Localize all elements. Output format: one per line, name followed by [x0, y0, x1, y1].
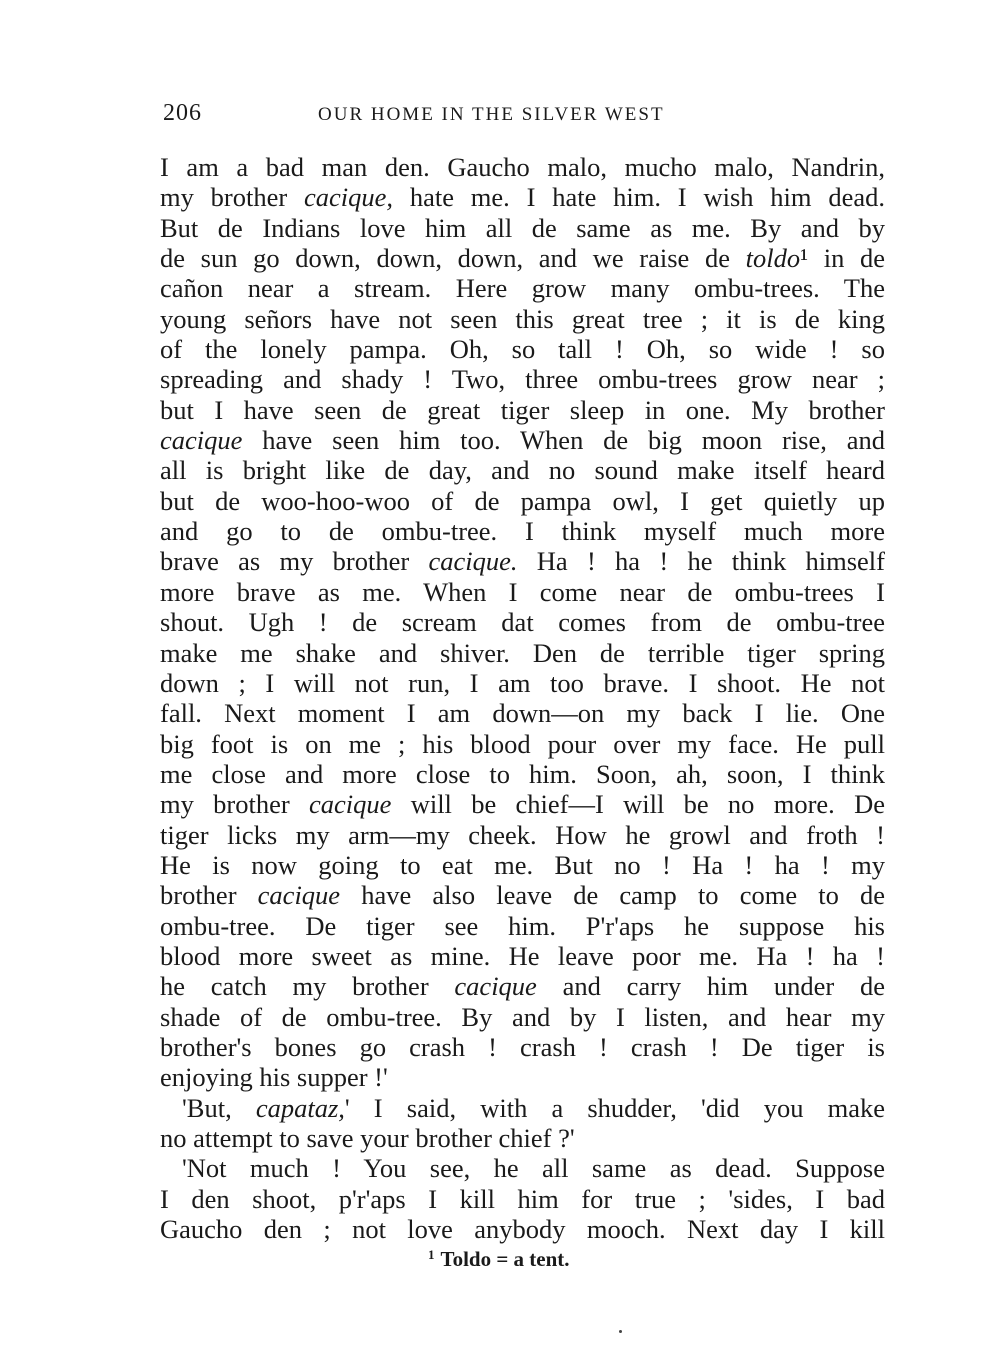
text-line: make me shake and shiver. Den de terrible tiger spring — [160, 637, 885, 668]
text-line: spreading and shady ! Two, three ombu-trees grow near ; — [160, 364, 885, 395]
text-line: shade of de ombu-tree. By and by I listen, and hear my — [160, 1001, 885, 1032]
text-line: de sun go down, down, down, and we raise de toldo¹ in de — [160, 243, 885, 274]
text-line: but I have seen de great tiger sleep in one. My brother — [160, 394, 885, 425]
text-line: brother's bones go crash ! crash ! crash ! De tiger is — [160, 1031, 885, 1062]
text-line: I den shoot, p'r'aps I kill him for true ; 'sides, I bad — [160, 1183, 885, 1214]
text-line: young señors have not seen this great tree ; it is de king — [160, 303, 885, 334]
text-line: I am a bad man den. Gaucho malo, mucho malo, Nandrin, — [160, 152, 885, 182]
text-line: cacique have seen him too. When de big moon rise, and — [160, 425, 885, 456]
text-line: my brother cacique will be chief—I will be no more. De — [160, 789, 885, 820]
text-line: Gaucho den ; not love anybody mooch. Next day I kill — [160, 1214, 885, 1245]
text-line: enjoying his supper !' — [160, 1062, 388, 1093]
text-line: but de woo-hoo-woo of de pampa owl, I get quietly up — [160, 485, 885, 516]
text-line: tiger licks my arm—my cheek. How he growl and froth ! — [160, 819, 885, 850]
text-line: he catch my brother cacique and carry him under de — [160, 971, 885, 1002]
body-text — [160, 152, 885, 1244]
footnote-marker: 1 — [428, 1247, 435, 1262]
print-speck — [619, 1330, 622, 1333]
text-line: He is now going to eat me. But no ! Ha ! ha ! my — [160, 849, 885, 880]
text-line: shout. Ugh ! de scream dat comes from de ombu-tree — [160, 607, 885, 638]
text-line: But de Indians love him all de same as me. By and by — [160, 212, 885, 243]
text-line: all is bright like de day, and no sound make itself heard — [160, 455, 885, 486]
text-line: down ; I will not run, I am too brave. I shoot. He not — [160, 667, 885, 698]
text-line: and go to de ombu-tree. I think myself much more — [160, 516, 885, 547]
text-line: fall. Next moment I am down—on my back I lie. One — [160, 698, 885, 729]
text-line: me close and more close to him. Soon, ah, soon, I think — [160, 758, 885, 789]
text-line: big foot is on me ; his blood pour over my face. He pull — [160, 728, 885, 759]
running-head — [163, 100, 885, 130]
footnote-text: Toldo = a tent. — [440, 1247, 570, 1271]
text-line: 'Not much ! You see, he all same as dead. Suppose — [182, 1153, 885, 1184]
text-line: my brother cacique, hate me. I hate him. I wish him dead. — [160, 182, 885, 213]
page-number: 206 — [163, 100, 202, 126]
text-line: ombu-tree. De tiger see him. P'r'aps he suppose his — [160, 910, 885, 941]
text-line: of the lonely pampa. Oh, so tall ! Oh, so wide ! so — [160, 334, 885, 365]
text-line: cañon near a stream. Here grow many ombu-trees. The — [160, 273, 885, 304]
running-title: OUR HOME IN THE SILVER WEST — [318, 104, 665, 125]
footnote — [428, 1247, 570, 1272]
text-line: more brave as me. When I come near de ombu-trees I — [160, 576, 885, 607]
text-line: no attempt to save your brother chief ?' — [160, 1123, 575, 1153]
text-line: 'But, capataz,' I said, with a shudder, 'did you make — [182, 1092, 885, 1123]
text-line: brave as my brother cacique. Ha ! ha ! he think himself — [160, 546, 885, 577]
text-line: brother cacique have also leave de camp to come to de — [160, 880, 885, 911]
text-line: blood more sweet as mine. He leave poor me. Ha ! ha ! — [160, 940, 885, 971]
